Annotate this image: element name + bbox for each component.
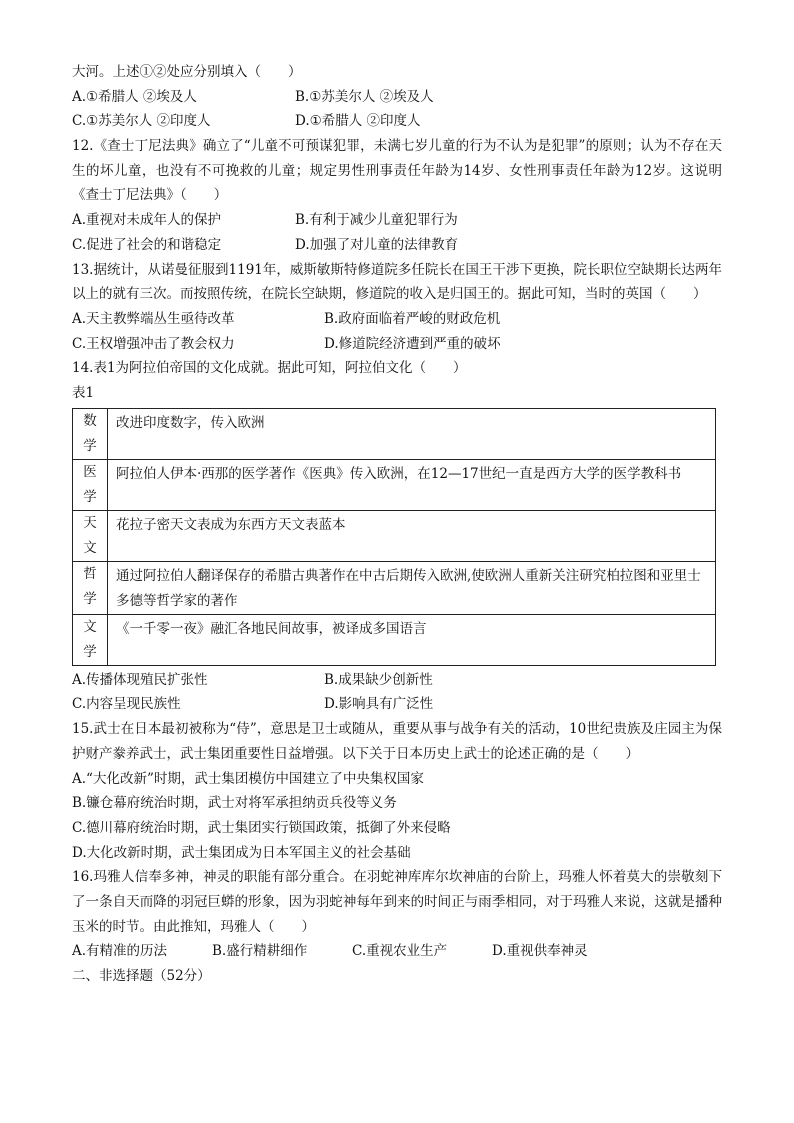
- table-row: [73, 510, 716, 561]
- table-row: [73, 408, 716, 459]
- q13-option-c[interactable]: C.王权增强冲击了教会权力: [72, 335, 235, 352]
- table-value-cell: 通过阿拉伯人翻译保存的希腊古典著作在中古后期传入欧洲,使欧洲人重新关注研究柏拉图和亚里士多德等哲学家的著作: [108, 561, 716, 614]
- table-value-cell: 阿拉伯人伊本·西那的医学著作《医典》传入欧洲，在12—17世纪一直是西方大学的医学教科书: [108, 459, 716, 510]
- table-row: [73, 614, 716, 665]
- q12-option-d[interactable]: D.加强了对儿童的法律教育: [295, 236, 459, 253]
- q13-stem: 13.据统计，从诺曼征服到1191年，威斯敏斯特修道院多任院长在国王干涉下更换，院长职位空缺期长达两年以上的就有三次。而按照传统，在院长空缺期，修道院的收入是归国王的。据此可知，当时的英国（ ）: [72, 261, 722, 303]
- q11-option-c[interactable]: C.①苏美尔人 ②印度人: [72, 113, 211, 130]
- q16-option-b[interactable]: B.盛行精耕细作: [212, 943, 308, 960]
- q12-option-a[interactable]: A.重视对未成年人的保护: [72, 212, 222, 229]
- q13-option-b[interactable]: B.政府面临着严峻的财政危机: [324, 310, 501, 327]
- q14-option-d[interactable]: D.影响具有广泛性: [324, 696, 434, 713]
- q13-option-a[interactable]: A.天主教弊端丛生亟待改革: [72, 310, 235, 327]
- q14-options-row-2: [72, 692, 722, 717]
- q14-stem: 14.表1为阿拉伯帝国的文化成就。据此可知，阿拉伯文化（ ）: [72, 360, 467, 377]
- q12-option-c[interactable]: C.促进了社会的和谐稳定: [72, 236, 222, 253]
- q16-stem: 16.玛雅人信奉多神，神灵的职能有部分重合。在羽蛇神库库尔坎神庙的台阶上，玛雅人怀着莫大的崇敬刻下了一条自天而降的羽冠巨蟒的形象，因为羽蛇神每年到来的时间正与雨季相同，对于玛雅人来说，这就是播种玉米的时节。由此推知，玛雅人（ ）: [72, 869, 722, 935]
- table-key-cell: 天 文: [73, 510, 108, 561]
- q11-option-b[interactable]: B.①苏美尔人 ②埃及人: [295, 88, 434, 105]
- section-heading: 二、非选择题（52分）: [72, 968, 211, 985]
- q11-stem-tail: 大河。上述①②处应分别填入（ ）: [72, 64, 302, 80]
- page-content: [72, 60, 722, 989]
- q14-option-b[interactable]: B.成果缺少创新性: [324, 671, 433, 688]
- q16-options-row: [72, 939, 722, 964]
- table-key-cell: 医 学: [73, 459, 108, 510]
- q13-option-d[interactable]: D.修道院经济遭到严重的破坏: [324, 335, 501, 352]
- table-row: [73, 459, 716, 510]
- q15-option-c[interactable]: C.德川幕府统治时期，武士集团实行锁国政策，抵御了外来侵略: [72, 819, 451, 836]
- q11-options-row-2: [72, 109, 722, 134]
- q14-option-a[interactable]: A.传播体现殖民扩张性: [72, 671, 208, 688]
- table-value-cell: 《一千零一夜》融汇各地民间故事，被译成多国语言: [108, 614, 716, 665]
- table-key-cell: 数 学: [73, 408, 108, 459]
- q14-option-c[interactable]: C.内容呈现民族性: [72, 696, 181, 713]
- table-key-cell: 哲 学: [73, 561, 108, 614]
- q12-stem: 12.《查士丁尼法典》确立了“儿童不可预谋犯罪，未满七岁儿童的行为不认为是犯罪”的原则；认为不存在天生的坏儿童，也没有不可挽救的儿童；规定男性刑事责任年龄为14岁、女性刑事责任年龄为12岁。这说明《查士丁尼法典》（ ）: [72, 138, 722, 204]
- q12-option-b[interactable]: B.有利于减少儿童犯罪行为: [295, 212, 458, 229]
- q16-option-d[interactable]: D.重视供奉神灵: [492, 943, 588, 960]
- q14-options-row-1: [72, 668, 722, 693]
- q15-stem: 15.武士在日本最初被称为“侍”，意思是卫士或随从，重要从事与战争有关的活动，10世纪贵族及庄园主为保护财产豢养武士，武士集团重要性日益增强。以下关于日本历史上武士的论述正确的是（ ）: [72, 721, 722, 762]
- culture-table: [72, 408, 716, 666]
- table-caption: 表1: [72, 385, 95, 402]
- q13-options-row-2: [72, 332, 722, 357]
- q16-option-a[interactable]: A.有精准的历法: [72, 943, 168, 960]
- q11-option-a[interactable]: A.①希腊人 ②埃及人: [72, 88, 197, 105]
- q12-options-row-1: [72, 208, 722, 233]
- q12-options-row-2: [72, 233, 722, 258]
- table-value-cell: 花拉子密天文表成为东西方天文表蓝本: [108, 510, 716, 561]
- q11-options-row-1: [72, 85, 722, 110]
- q16-option-c[interactable]: C.重视农业生产: [352, 943, 448, 960]
- q15-option-b[interactable]: B.镰仓幕府统治时期，武士对将军承担纳贡兵役等义务: [72, 795, 397, 812]
- q15-option-a[interactable]: A.“大化改新”时期，武士集团模仿中国建立了中央集权国家: [72, 770, 424, 787]
- table-value-cell: 改进印度数字，传入欧洲: [108, 408, 716, 459]
- q13-options-row-1: [72, 307, 722, 332]
- q11-option-d[interactable]: D.①希腊人 ②印度人: [295, 113, 421, 130]
- table-row: [73, 561, 716, 614]
- q15-option-d[interactable]: D.大化改新时期，武士集团成为日本军国主义的社会基础: [72, 844, 411, 861]
- table-key-cell: 文 学: [73, 614, 108, 665]
